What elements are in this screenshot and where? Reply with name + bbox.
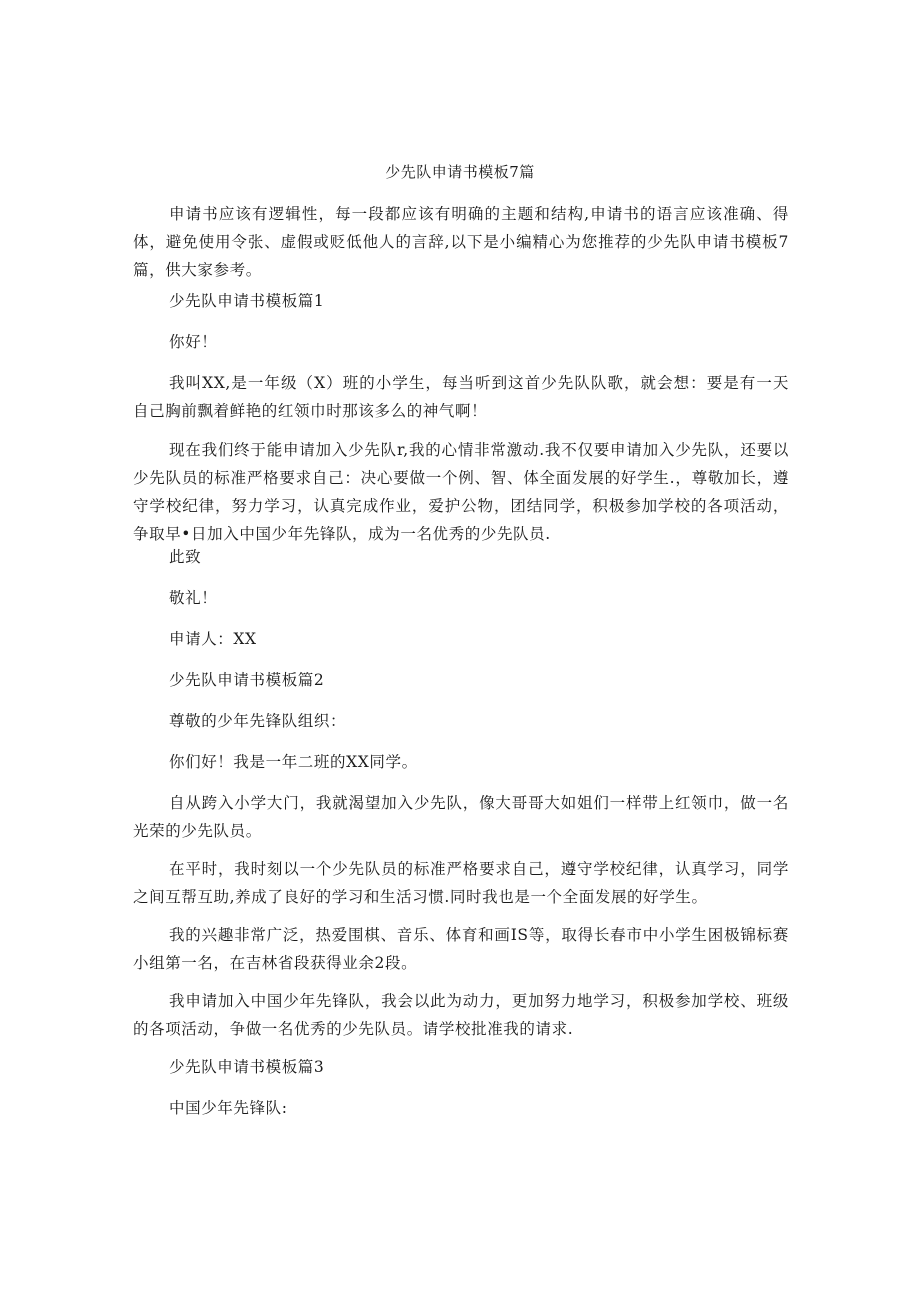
section-heading-3: 少先队申请书模板篇3 [169,1058,325,1076]
paragraph-1-1: 我叫XX,是一年级（X）班的小学生，每当听到这首少先队队歌，就会想：要是有一天自己胸前飘着鲜艳的红领巾时那该多么的神气啊！ [133,374,789,420]
greeting-2: 你们好！我是一年二班的XX同学。 [169,753,418,771]
signature: 申请人：XX [169,630,257,648]
section-heading-2: 少先队申请书模板篇2 [169,671,325,689]
paragraph-1-2: 现在我们终于能申请加入少先队r,我的心情非常激动.我不仅要申请加入少先队，还要以少先队员的标准严格要求自己：决心要做一个例、智、体全面发展的好学生.，尊敬加长，遵守学校纪律，努力学习，认真完成作业，爱护公物，团结同学，积极参加学校的各项活动，争取早•日加入中国少年先锋队，成为一名优秀的少先队员. [133,441,789,543]
closing-2: 敬礼！ [169,589,218,607]
page-title: 少先队申请书模板7篇 [385,163,535,181]
paragraph-2-4: 我申请加入中国少年先锋队，我会以此为动力，更加努力地学习，积极参加学校、班级的各项活动，争做一名优秀的少先队员。请学校批准我的请求. [133,992,789,1038]
paragraph-2-3: 我的兴趣非常广泛，热爱围棋、音乐、体育和画IS等，取得长春市中小学生困极锦标赛小组第一名，在吉林省段获得业余2段。 [133,926,789,972]
addressee-2: 尊敬的少年先锋队组织： [169,712,347,730]
greeting-1: 你好！ [169,333,218,351]
addressee-3: 中国少年先锋队: [169,1099,288,1117]
paragraph-2-2: 在平时，我时刻以一个少先队员的标准严格要求自己，遵守学校纪律，认真学习，同学之间互帮互助,养成了良好的学习和生活习惯.同时我也是一个全面发展的好学生。 [133,860,789,906]
intro-paragraph: 申请书应该有逻辑性，每一段都应该有明确的主题和结构,申请书的语言应该准确、得体，避免使用令张、虚假或贬低他人的言辞,以下是小编精心为您推荐的少先队申请书模板7篇，供大家参考。 [133,205,789,279]
paragraph-2-1: 自从跨入小学大门，我就渴望加入少先队，像大哥哥大如姐们一样带上红领巾，做一名光荣的少先队员。 [133,794,789,840]
closing-1: 此致 [169,548,202,566]
section-heading-1: 少先队申请书模板篇1 [169,292,325,310]
